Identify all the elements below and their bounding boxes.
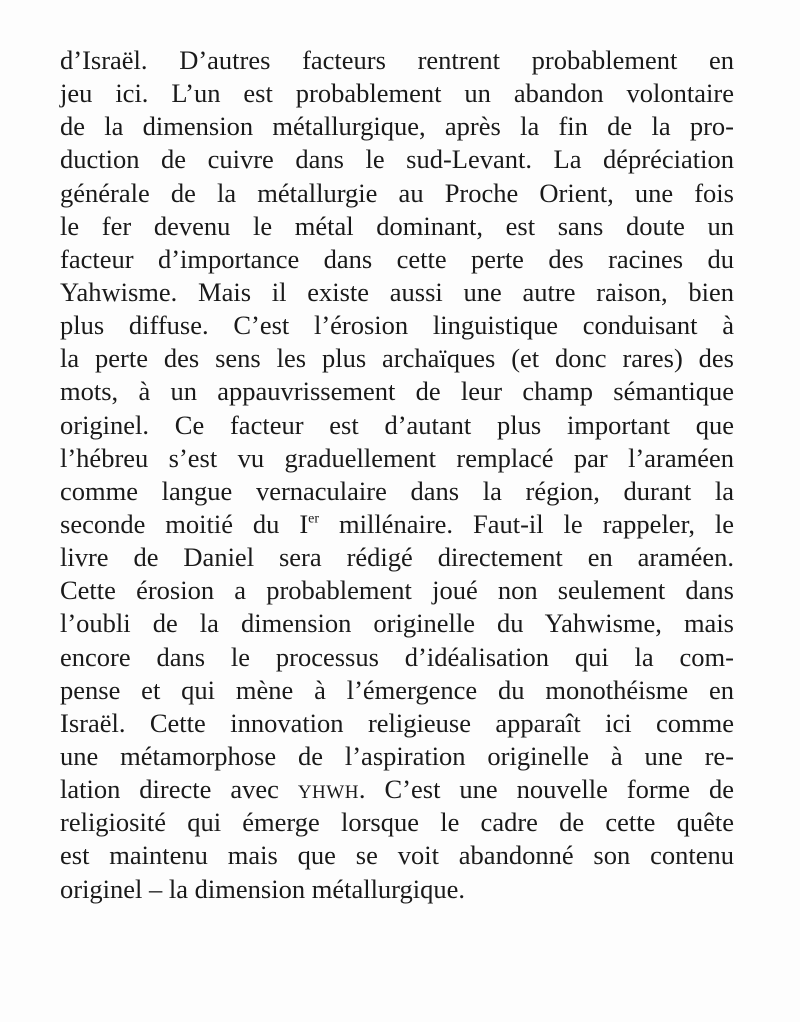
text-line: de la dimension métallurgique, après la fin de la pro- xyxy=(60,111,734,142)
text-segment: lation directe avec xyxy=(60,774,298,805)
text-line: plus diffuse. C’est l’érosion linguistique conduisant à xyxy=(60,310,734,341)
text-line: pense et qui mène à l’émergence du monothéisme en xyxy=(60,674,734,705)
text-line xyxy=(60,508,734,541)
text-line: encore dans le processus d’idéalisation qui la com- xyxy=(60,641,734,672)
text-line: Yahwisme. Mais il existe aussi une autre raison, bien xyxy=(60,276,734,307)
text-line: jeu ici. L’un est probablement un abandon volontaire xyxy=(60,78,734,109)
text-segment: seconde moitié du I xyxy=(60,508,309,539)
text-line: duction de cuivre dans le sud-Levant. La dépréciation xyxy=(60,144,734,175)
text-line: générale de la métallurgie au Proche Orient, une fois xyxy=(60,177,734,208)
text-line: religiosité qui émerge lorsque le cadre de cette quête xyxy=(60,807,734,838)
text-line: est maintenu mais que se voit abandonné son contenu xyxy=(60,840,734,871)
text-line: mots, à un appauvrissement de leur champ sémantique xyxy=(60,376,734,407)
small-caps-name: YHWH xyxy=(297,782,359,804)
text-line: l’oubli de la dimension originelle du Yahwisme, mais xyxy=(60,608,734,639)
text-line: livre de Daniel sera rédigé directement en araméen. xyxy=(60,542,734,573)
text-line: la perte des sens les plus archaïques (et donc rares) des xyxy=(60,343,734,374)
body-paragraph xyxy=(60,44,734,906)
text-line: l’hébreu s’est vu graduellement remplacé par l’araméen xyxy=(60,442,734,473)
text-line: originel. Ce facteur est d’autant plus important que xyxy=(60,409,734,440)
text-line xyxy=(60,773,734,806)
text-line: comme langue vernaculaire dans la région, durant la xyxy=(60,475,734,506)
text-line: une métamorphose de l’aspiration originelle à une re- xyxy=(60,740,734,771)
text-line: Israël. Cette innovation religieuse apparaît ici comme xyxy=(60,707,734,738)
text-line: originel – la dimension métallurgique. xyxy=(60,873,466,904)
superscript-ordinal: er xyxy=(308,511,320,527)
text-line: Cette érosion a probablement joué non seulement dans xyxy=(60,575,734,606)
text-segment: . C’est une nouvelle forme de xyxy=(358,774,734,805)
text-line: facteur d’importance dans cette perte des racines du xyxy=(60,243,734,274)
text-line: le fer devenu le métal dominant, est sans doute un xyxy=(60,210,734,241)
text-segment: millénaire. Faut-il le rappeler, le xyxy=(319,508,735,539)
text-line: d’Israël. D’autres facteurs rentrent probablement en xyxy=(60,45,734,75)
